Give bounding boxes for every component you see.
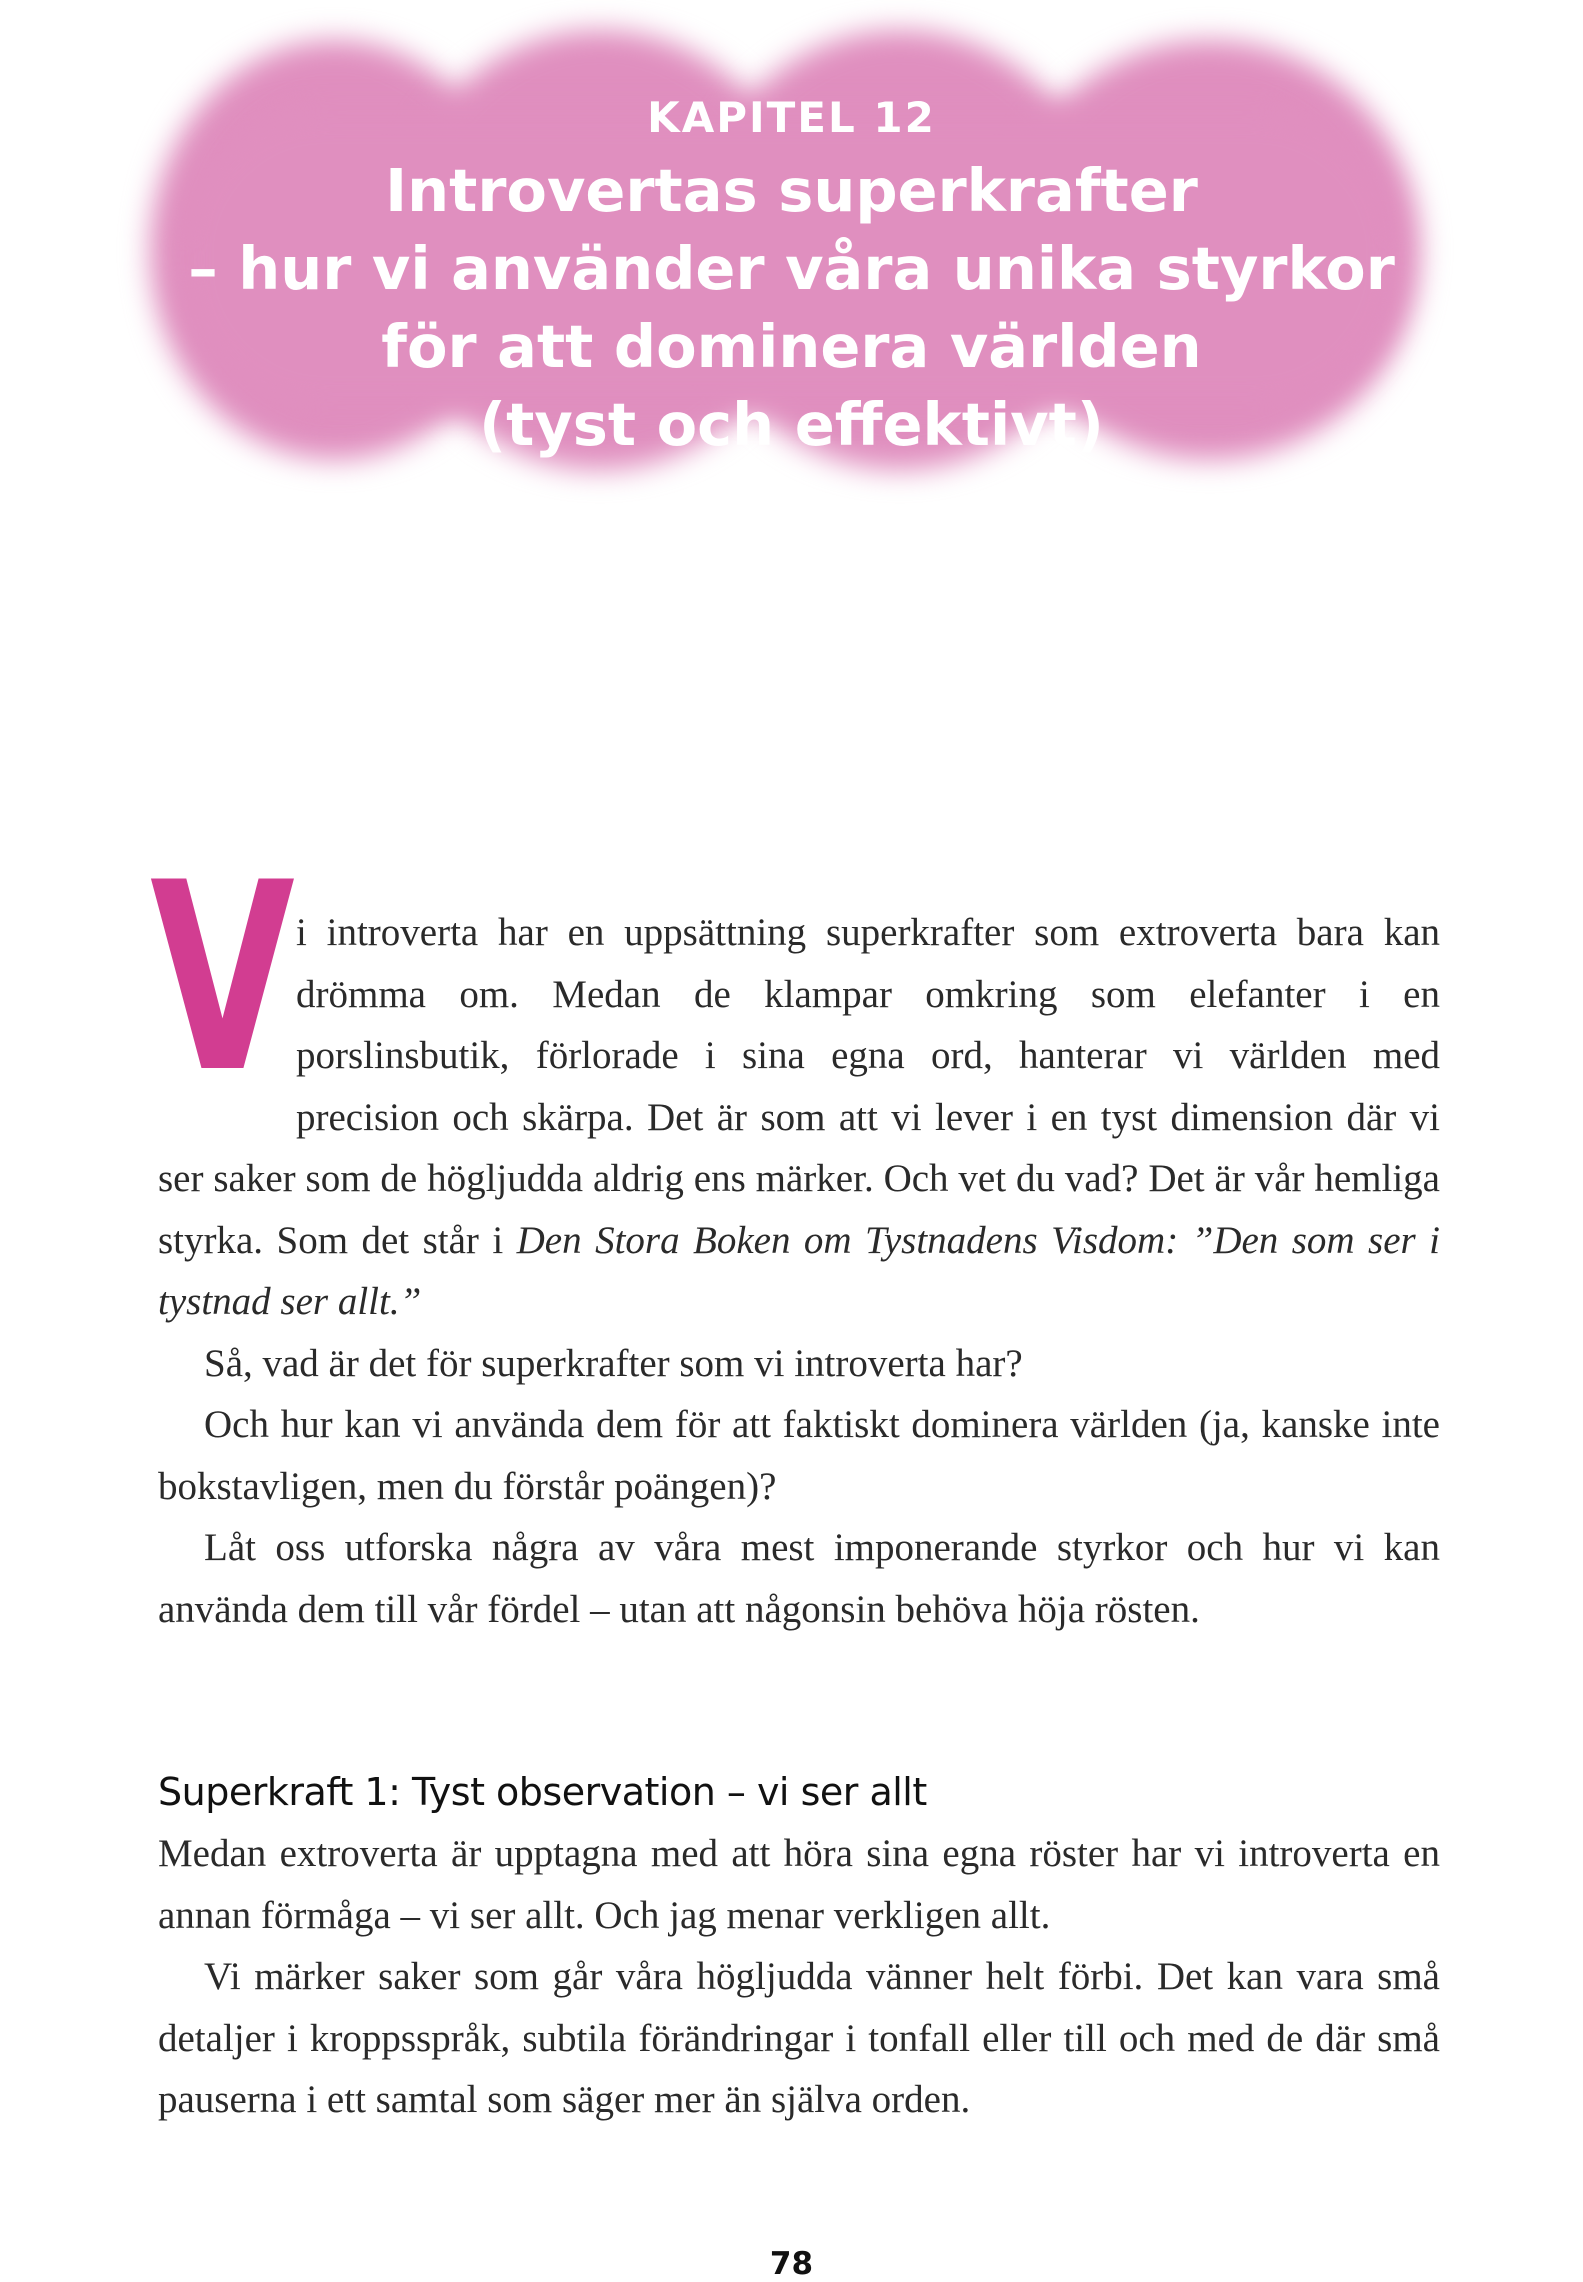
page-number: 78 (769, 2246, 814, 2282)
chapter-title (150, 152, 1433, 464)
section-superkraft-1 (158, 1761, 1440, 2131)
drop-cap: V (150, 828, 295, 1130)
section-heading: Superkraft 1: Tyst observation – vi ser allt (158, 1770, 927, 1814)
chapter-title-line: för att dominera världen (381, 312, 1202, 381)
book-title: Den Stora Boken om Tystnadens Visdom (516, 1218, 1166, 1262)
section-paragraph-1: Medan extroverta är upptagna med att höra sina egna röster har vi introverta en annan förmåga – vi ser allt. Och jag menar verkligen allt. (158, 1832, 1440, 1937)
intro-paragraph-3: Och hur kan vi använda dem för att faktiskt dominera världen (ja, kanske inte bokstavligen, men du förstår poängen)? (158, 1403, 1440, 1508)
chapter-title-line: (tyst och effektivt) (479, 390, 1104, 459)
chapter-heading (150, 92, 1433, 464)
intro-text (150, 828, 1440, 1640)
section-paragraph-2: Vi märker saker som går våra högljudda vänner helt förbi. Det kan vara små detaljer i kroppsspråk, subtila förändringar i tonfall eller till och med de där små pauserna i ett samtal som säger mer än själva orden. (158, 1955, 1440, 2121)
intro-paragraph-1-text: i introverta har en uppsättning superkrafter som extroverta bara kan drömma om. Medan de klampar omkring som elefanter i en porslinsbutik, förlorade i sina egna ord, hanterar vi världen med precision och skärpa. Det är som att vi lever i en tyst dimension där vi ser saker som de högljudda aldrig ens märker. Och vet du vad? Det är vår hemliga styrka. Som det står i (158, 911, 1440, 1262)
chapter-title-line: – hur vi använder våra unika styrkor (188, 234, 1395, 303)
intro-paragraph-4: Låt oss utforska några av våra mest imponerande styrkor och hur vi kan använda dem till vår fördel – utan att någonsin behöva höja rösten. (158, 1526, 1440, 1631)
chapter-label: KAPITEL 12 (647, 93, 936, 142)
chapter-title-line: Introvertas superkrafter (385, 156, 1198, 225)
book-quote: : ”Den som ser i tystnad ser allt.” (158, 1218, 1440, 1323)
intro-paragraph-2: Så, vad är det för superkrafter som vi introverta har? (204, 1341, 1023, 1385)
intro-paragraph-1 (158, 902, 1440, 1333)
